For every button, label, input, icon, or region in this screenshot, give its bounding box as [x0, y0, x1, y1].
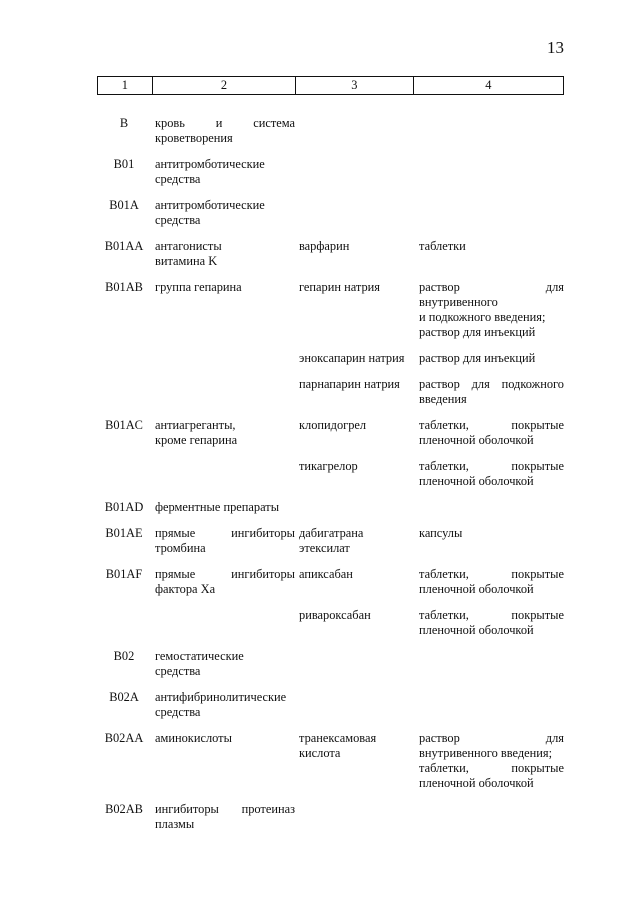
dosage-form	[416, 239, 564, 269]
table-row	[97, 459, 564, 489]
cell-line: ривароксабан	[299, 608, 371, 622]
column-header-3: 3	[296, 77, 414, 94]
column-header-1: 1	[97, 77, 153, 94]
table-row	[97, 239, 564, 269]
cell-line: внутривенного введения;	[419, 746, 553, 760]
cell-line: введения	[419, 392, 467, 406]
drug-name	[295, 608, 416, 638]
cell-line: прямые ингибиторы	[155, 567, 295, 581]
cell-line: таблетки, покрытые	[419, 608, 564, 622]
dosage-form	[416, 198, 564, 228]
medication-table	[97, 76, 564, 843]
dosage-form	[416, 649, 564, 679]
anatomic-therapeutic-group	[151, 567, 295, 597]
drug-name	[295, 351, 416, 366]
cell-line: антитромботические	[155, 157, 265, 171]
table-row	[97, 649, 564, 679]
atc-code: B01A	[109, 198, 139, 212]
table-row	[97, 526, 564, 556]
anatomic-therapeutic-group	[151, 731, 295, 791]
drug-name	[295, 459, 416, 489]
anatomic-therapeutic-group	[151, 608, 295, 638]
anatomic-therapeutic-group	[151, 239, 295, 269]
cell-line: раствор для	[419, 280, 564, 294]
anatomic-therapeutic-group	[151, 198, 295, 228]
column-header-2: 2	[153, 77, 296, 94]
cell-line: плазмы	[155, 817, 195, 831]
cell-line: раствор для инъекций	[419, 351, 536, 365]
cell-line: антиагреганты,	[155, 418, 236, 432]
dosage-form	[416, 418, 564, 448]
atc-code: B	[119, 116, 129, 130]
dosage-form	[416, 157, 564, 187]
table-row	[97, 418, 564, 448]
atc-code	[97, 351, 151, 366]
cell-line: аминокислоты	[155, 731, 232, 745]
dosage-form	[416, 280, 564, 340]
cell-line: антифибринолитические	[155, 690, 287, 704]
atc-code: B01AC	[105, 418, 143, 432]
dosage-form	[416, 116, 564, 146]
cell-line: кровь и система	[155, 116, 295, 130]
anatomic-therapeutic-group	[151, 157, 295, 187]
cell-line: средства	[155, 664, 201, 678]
cell-line: пленочной оболочкой	[419, 776, 534, 790]
atc-code: B01	[113, 157, 135, 171]
cell-line: таблетки, покрытые	[419, 567, 564, 581]
cell-line: эноксапарин натрия	[299, 351, 405, 365]
table-row	[97, 198, 564, 228]
cell-line: этексилат	[299, 541, 350, 555]
cell-line: пленочной оболочкой	[419, 433, 534, 447]
table-row	[97, 731, 564, 791]
cell-line: раствор для подкожного	[419, 377, 564, 391]
cell-line: раствор для	[419, 731, 564, 745]
cell-line: кислота	[299, 746, 341, 760]
cell-line: антитромботические	[155, 198, 265, 212]
dosage-form	[416, 690, 564, 720]
cell-line: дабигатрана	[299, 526, 364, 540]
cell-line: средства	[155, 705, 201, 719]
dosage-form	[416, 608, 564, 638]
atc-code: B02AB	[105, 802, 143, 816]
cell-line: кроме гепарина	[155, 433, 238, 447]
cell-line: группа гепарина	[155, 280, 242, 294]
drug-name	[295, 418, 416, 448]
cell-line: тикагрелор	[299, 459, 358, 473]
anatomic-therapeutic-group	[151, 690, 295, 720]
cell-line: тромбина	[155, 541, 206, 555]
cell-line: парнапарин натрия	[299, 377, 400, 391]
table-row	[97, 567, 564, 597]
anatomic-therapeutic-group	[151, 649, 295, 679]
cell-line: и подкожного введения;	[419, 310, 546, 324]
cell-line: таблетки	[419, 239, 466, 253]
atc-code: B02	[113, 649, 135, 663]
cell-line: таблетки, покрытые	[419, 761, 564, 775]
cell-line: гепарин натрия	[299, 280, 381, 294]
dosage-form	[416, 351, 564, 366]
cell-line: таблетки, покрытые	[419, 418, 564, 432]
atc-code: B01AB	[105, 280, 143, 294]
atc-code	[97, 377, 151, 407]
dosage-form	[416, 459, 564, 489]
page-number: 13	[547, 38, 564, 57]
drug-name	[295, 116, 416, 146]
anatomic-therapeutic-group	[151, 351, 295, 366]
dosage-form	[416, 802, 564, 832]
cell-line: средства	[155, 213, 201, 227]
cell-line: пленочной оболочкой	[419, 582, 534, 596]
atc-code	[97, 459, 151, 489]
anatomic-therapeutic-group	[151, 526, 295, 556]
cell-line: прямые ингибиторы	[155, 526, 295, 540]
cell-line: гемостатические	[155, 649, 244, 663]
dosage-form	[416, 731, 564, 791]
cell-line: раствор для инъекций	[419, 325, 536, 339]
cell-line: кроветворения	[155, 131, 233, 145]
cell-line: варфарин	[299, 239, 350, 253]
table-row	[97, 608, 564, 638]
atc-code: B01AF	[105, 567, 143, 581]
dosage-form	[416, 500, 564, 515]
cell-line: внутривенного	[419, 295, 498, 309]
anatomic-therapeutic-group	[151, 377, 295, 407]
drug-name	[295, 567, 416, 597]
atc-code	[97, 608, 151, 638]
drug-name	[295, 198, 416, 228]
cell-line: ингибиторы протеиназ	[155, 802, 295, 816]
cell-line: апиксабан	[299, 567, 353, 581]
drug-name	[295, 690, 416, 720]
drug-name	[295, 377, 416, 407]
drug-name	[295, 500, 416, 515]
cell-line: капсулы	[419, 526, 463, 540]
table-header	[97, 76, 564, 95]
cell-line: таблетки, покрытые	[419, 459, 564, 473]
dosage-form	[416, 377, 564, 407]
anatomic-therapeutic-group	[151, 802, 295, 832]
atc-code: B01AD	[104, 500, 144, 514]
drug-name	[295, 280, 416, 340]
cell-line: пленочной оболочкой	[419, 623, 534, 637]
column-header-4: 4	[414, 77, 564, 94]
cell-line: клопидогрел	[299, 418, 367, 432]
drug-name	[295, 802, 416, 832]
atc-code: B02AA	[104, 731, 144, 745]
cell-line: фактора Xa	[155, 582, 216, 596]
table-row	[97, 690, 564, 720]
table-row	[97, 280, 564, 340]
table-row	[97, 377, 564, 407]
anatomic-therapeutic-group	[151, 116, 295, 146]
table-body	[97, 95, 564, 832]
anatomic-therapeutic-group	[151, 459, 295, 489]
cell-line: витамина K	[155, 254, 218, 268]
cell-line: пленочной оболочкой	[419, 474, 534, 488]
anatomic-therapeutic-group	[151, 500, 295, 515]
drug-name	[295, 526, 416, 556]
drug-name	[295, 649, 416, 679]
drug-name	[295, 157, 416, 187]
table-row	[97, 802, 564, 832]
drug-name	[295, 239, 416, 269]
anatomic-therapeutic-group	[151, 280, 295, 340]
dosage-form	[416, 526, 564, 556]
table-row	[97, 351, 564, 366]
table-row	[97, 500, 564, 515]
cell-line: антагонисты	[155, 239, 222, 253]
anatomic-therapeutic-group	[151, 418, 295, 448]
table-row	[97, 116, 564, 146]
cell-line: средства	[155, 172, 201, 186]
cell-line: ферментные препараты	[155, 500, 280, 514]
drug-name	[295, 731, 416, 791]
atc-code: B01AA	[104, 239, 144, 253]
dosage-form	[416, 567, 564, 597]
atc-code: B02A	[109, 690, 139, 704]
atc-code: B01AE	[105, 526, 143, 540]
cell-line: транексамовая	[299, 731, 377, 745]
table-row	[97, 157, 564, 187]
